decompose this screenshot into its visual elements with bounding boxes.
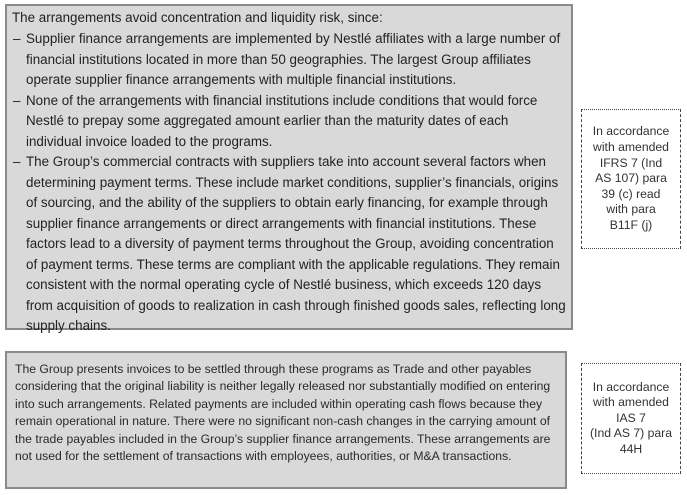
side-note-ias7 [581,363,681,474]
bullet-text: The Group’s commercial contracts with suppliers take into account several factors when determining payment terms. These include market conditions, supplier’s financials, origins of sourcing, and the ability of the suppliers to obtain early financing, for example through supplier finance arrangements or direct arrangements with financial institutions. These factors lead to a diversity of payment terms throughout the Group, avoiding concentration of payment terms. These terms are compliant with the applicable regulations. They remain consistent with the normal operating cycle of Nestlé business, which exceeds 120 days from acquisition of goods to realization in cash through finished goods sales, reflecting long supply chains. [26,154,566,333]
bottom-text-block [5,351,567,489]
side-note-text: In accordance with amended IAS 7 (Ind AS 7) para 44H [590,379,672,456]
bullet-item [12,152,567,337]
dash-marker: – [13,92,21,108]
dash-marker: – [13,31,21,46]
bullet-item [12,29,567,91]
side-note-text: In accordance with amended IFRS 7 (Ind AS 107) para 39 (c) read with para B11F (j) [592,124,670,232]
bullet-item [12,91,567,153]
intro-text: The arrangements avoid concentration and liquidity risk, since: [12,10,383,25]
bullet-text: Supplier finance arrangements are implemented by Nestlé affiliates with a large number of financial institutions located in more than 50 geographies. The largest Group affiliates operate supplier finance arrangements with multiple financial institutions. [26,31,561,87]
bullet-text: None of the arrangements with financial institutions include conditions that would force Nestlé to prepay some aggregated amount earlier than the maturity dates of each individual invoice loaded to the programs. [26,92,538,149]
side-note-ifrs7 [581,109,681,249]
bottom-paragraph: The Group presents invoices to be settled through these programs as Trade and other payables considering that the original liability is neither legally released nor substantially modified on entering into such arrangements. Related payments are included within operating cash flows because they remain operational in nature. There were no significant non-cash changes in the carrying amount of the trade payables included in the Group’s supplier finance arrangements. These arrangements are not used for the settlement of transactions with employees, authorities, or M&A transactions. [15,362,551,464]
top-text-block [5,4,573,333]
dash-marker: – [13,154,21,169]
